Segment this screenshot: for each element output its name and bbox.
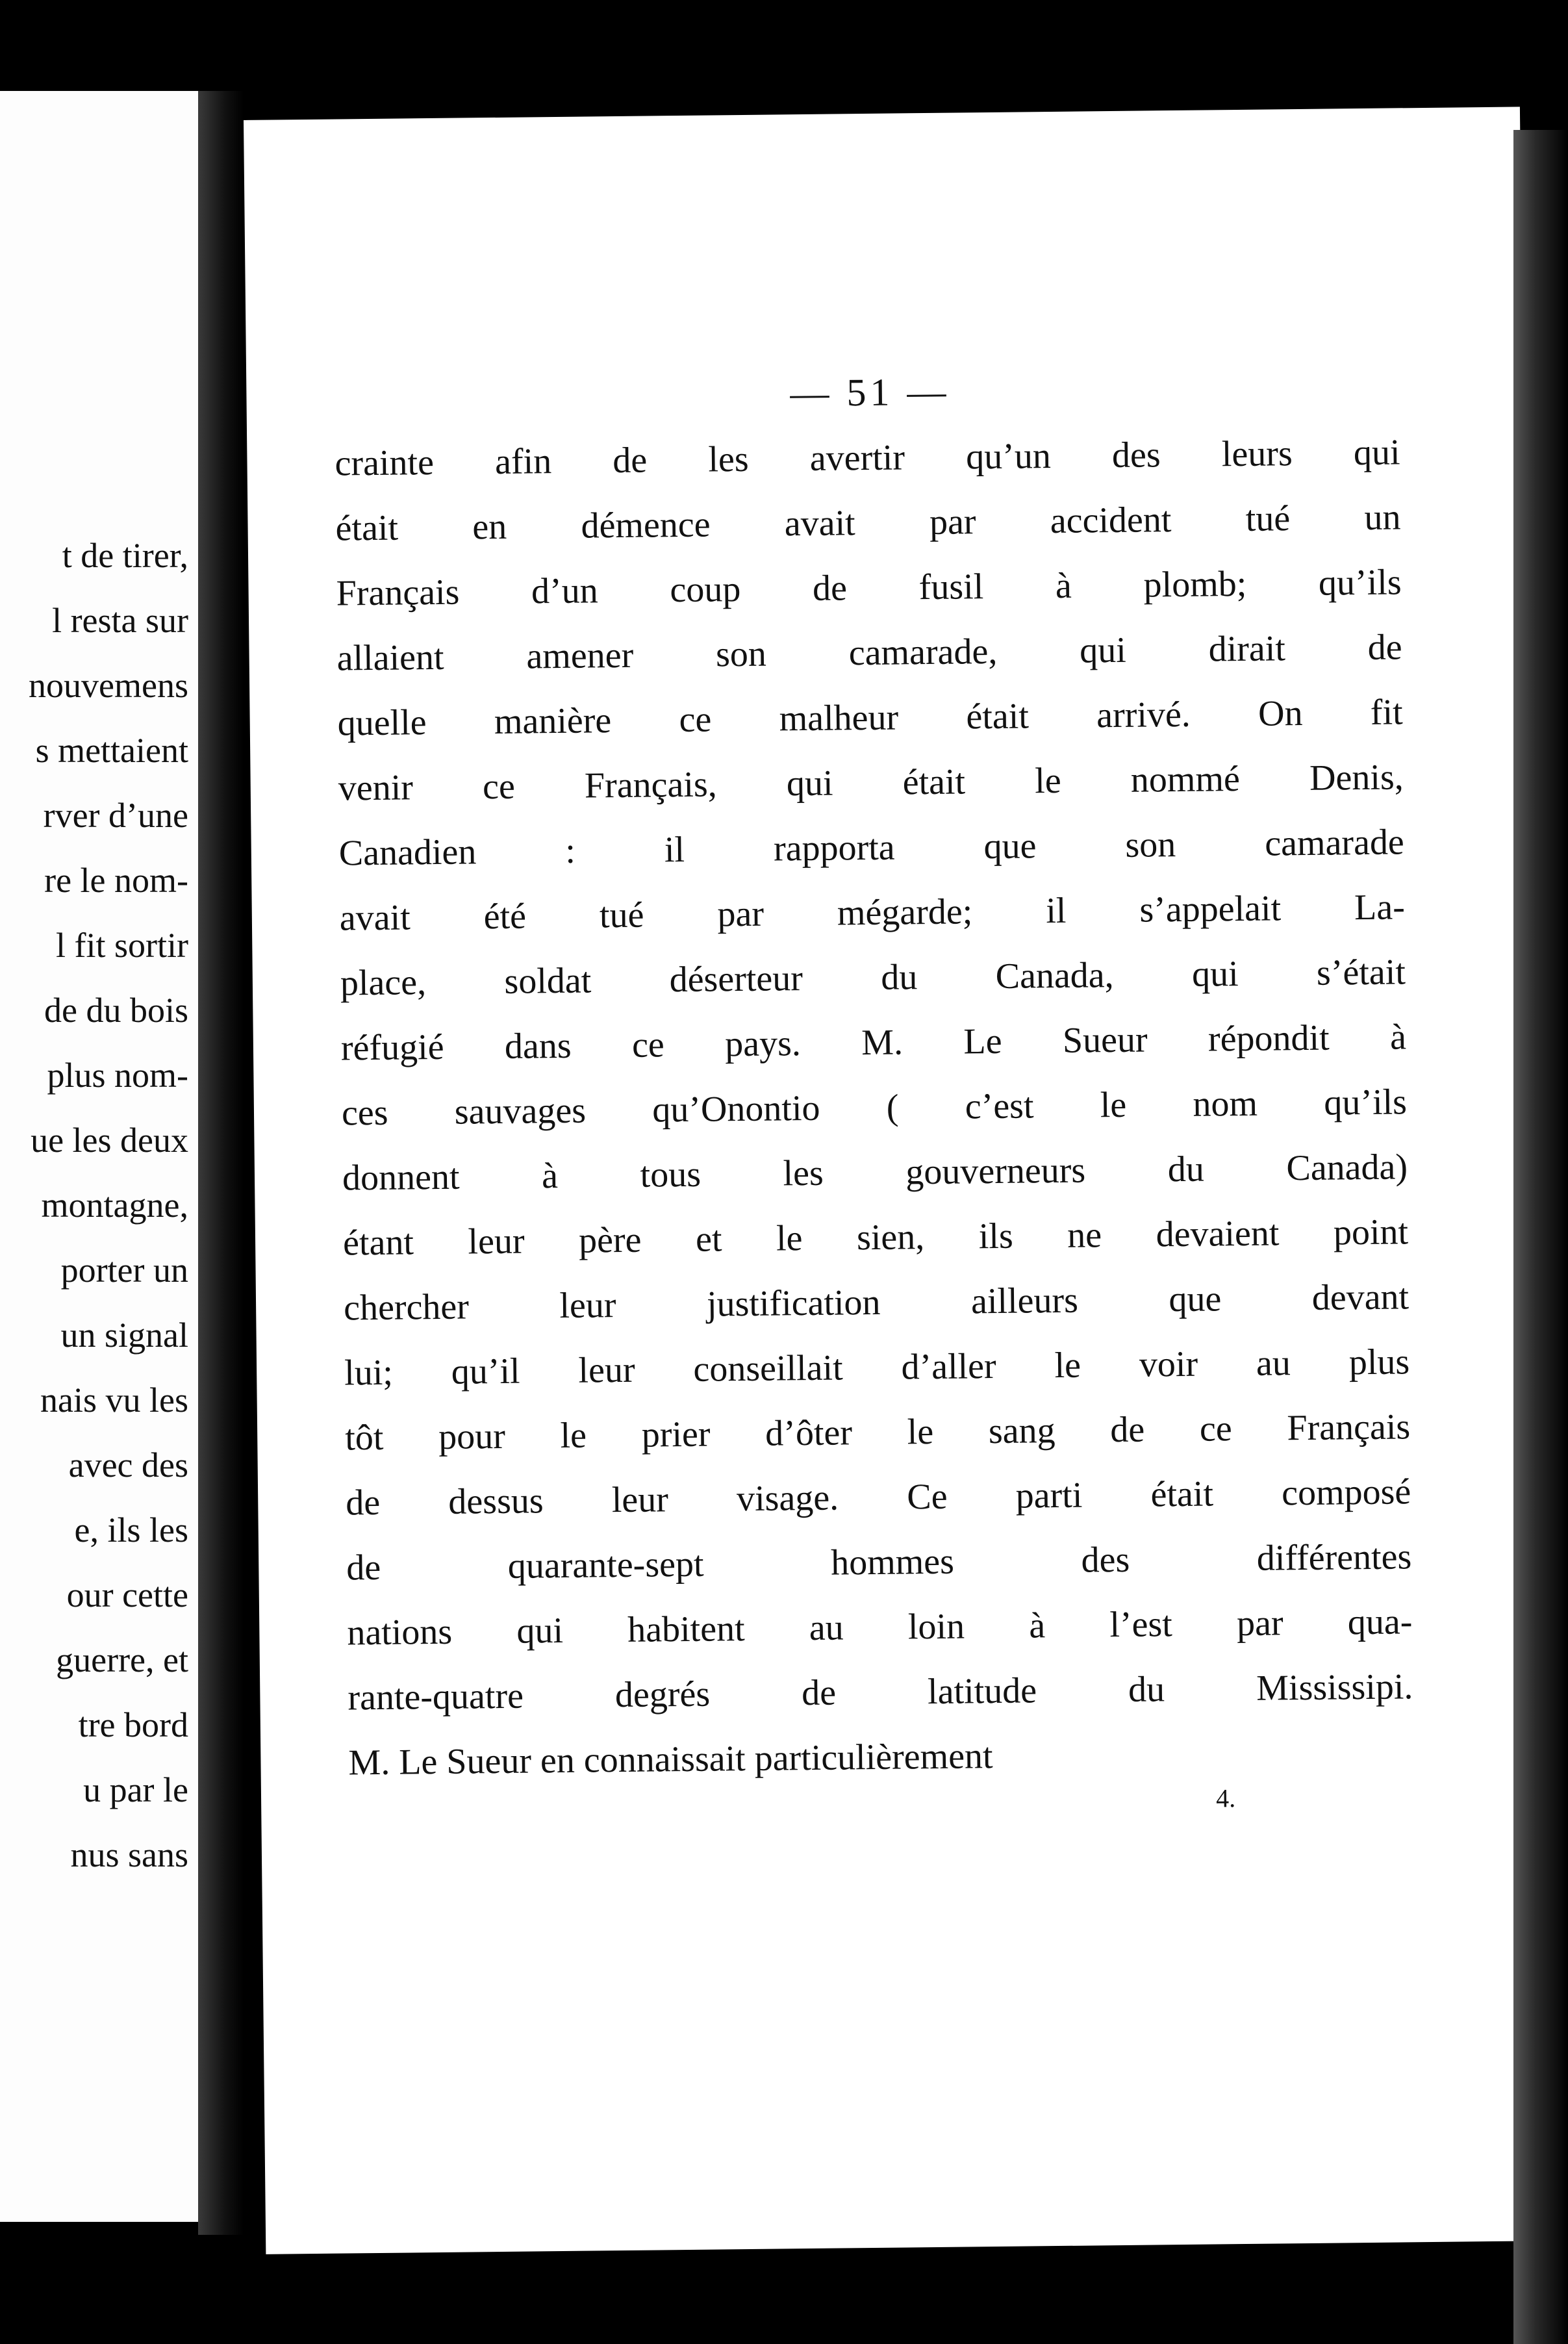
page-edge bbox=[1513, 130, 1568, 2344]
text-line: u par le bbox=[83, 1770, 188, 1809]
text-line: Canadien : il rapporta que son camarade bbox=[338, 822, 1405, 874]
text-line: réfugié dans ce pays. M. Le Sueur répondit à bbox=[340, 1017, 1407, 1069]
left-page bbox=[0, 91, 201, 2222]
text-line: re le nom- bbox=[44, 861, 188, 900]
text-line: était en démence avait par accident tué un bbox=[335, 497, 1401, 549]
text-line: plus nom- bbox=[47, 1056, 188, 1095]
text-line: montagne, bbox=[41, 1186, 188, 1225]
text-line: t de tirer, bbox=[62, 536, 188, 575]
text-line: lui; qu’il leur conseillait d’aller le voir au plus bbox=[344, 1342, 1410, 1394]
text-line: quelle manière ce malheur était arrivé. On fit bbox=[337, 692, 1403, 744]
page-number: — 51 — bbox=[790, 370, 950, 415]
text-line: nus sans bbox=[70, 1835, 188, 1874]
text-line: Français d’un coup de fusil à plomb; qu’ils bbox=[336, 562, 1402, 614]
text-line: venir ce Français, qui était le nommé Denis, bbox=[338, 757, 1404, 809]
book-gutter bbox=[198, 91, 244, 2235]
signature-mark: 4. bbox=[1215, 1783, 1236, 1813]
text-line: de dessus leur visage. Ce parti était composé bbox=[345, 1471, 1411, 1523]
text-line: our cette bbox=[66, 1575, 188, 1614]
text-line: nouvemens bbox=[29, 666, 188, 705]
text-line: allaient amener son camarade, qui dirait de bbox=[336, 627, 1402, 679]
text-line: avec des bbox=[68, 1446, 188, 1484]
text-line: place, soldat déserteur du Canada, qui s’était bbox=[340, 952, 1406, 1004]
text-line: tôt pour le prier d’ôter le sang de ce Français bbox=[344, 1407, 1411, 1459]
text-line: tre bord bbox=[78, 1705, 188, 1744]
text-line: donnent à tous les gouverneurs du Canada) bbox=[342, 1147, 1408, 1199]
text-line: ces sauvages qu’Onontio ( c’est le nom qu’ils bbox=[341, 1082, 1408, 1134]
text-line: guerre, et bbox=[56, 1640, 188, 1679]
text-line: s mettaient bbox=[35, 731, 188, 770]
text-line: ue les deux bbox=[31, 1121, 188, 1160]
text-line: e, ils les bbox=[74, 1510, 188, 1549]
text-line: rante-quatre degrés de latitude du Mississipi. bbox=[348, 1666, 1413, 1718]
text-line: nations qui habitent au loin à l’est par qua- bbox=[347, 1601, 1413, 1653]
left-page-text bbox=[0, 523, 188, 1887]
text-line: l fit sortir bbox=[56, 926, 188, 965]
text-line: un signal bbox=[60, 1316, 188, 1355]
text-line: rver d’une bbox=[43, 796, 188, 835]
text-line: de du bois bbox=[44, 991, 188, 1030]
right-page-text bbox=[335, 420, 1414, 1795]
text-line: de quarante-sept hommes des différentes bbox=[346, 1536, 1412, 1588]
text-line: porter un bbox=[60, 1251, 188, 1290]
text-line: avait été tué par mégarde; il s’appelait La- bbox=[339, 887, 1406, 939]
text-line: crainte afin de les avertir qu’un des leurs qui bbox=[335, 432, 1400, 484]
right-page bbox=[244, 107, 1542, 2254]
text-line: l resta sur bbox=[52, 601, 188, 640]
text-line: chercher leur justification ailleurs que devant bbox=[343, 1277, 1410, 1329]
text-line: étant leur père et le sien, ils ne devaient point bbox=[342, 1212, 1409, 1264]
text-line: nais vu les bbox=[40, 1381, 188, 1420]
text-line: M. Le Sueur en connaissait particulièrement bbox=[348, 1736, 993, 1783]
